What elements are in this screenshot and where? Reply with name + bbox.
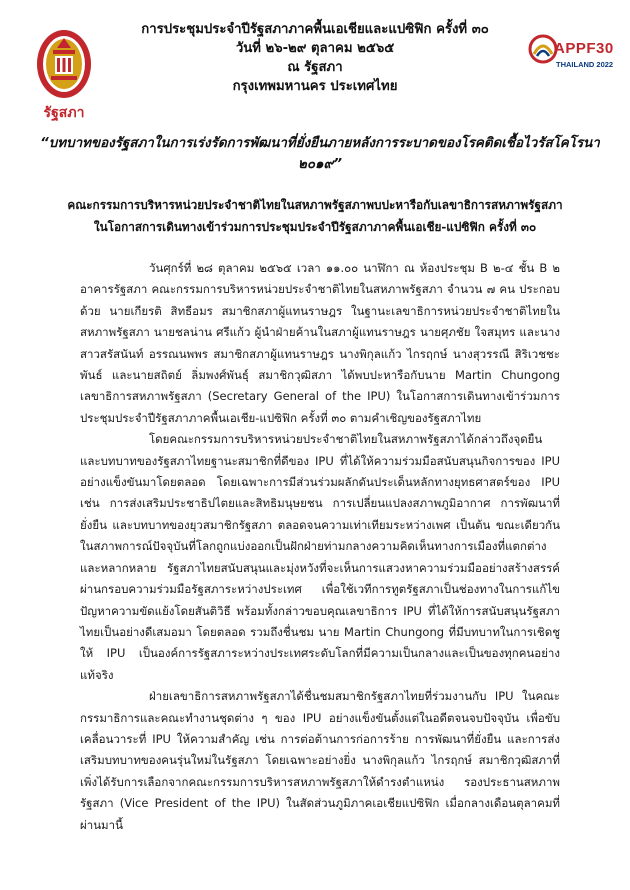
title-line: การประชุมประจำปีรัฐสภาภาคพื้นเอเชียและแปซิฟิก ครั้งที่ ๓๐ (141, 22, 489, 37)
parliament-logo (28, 28, 100, 124)
logo-caption: รัฐสภา (43, 105, 85, 121)
appf-logo (528, 26, 614, 86)
title-line: ณ รัฐสภา (287, 60, 343, 75)
paragraph: ฝ่ายเลขาธิการสหภาพรัฐสภาได้ชื่นชมสมาชิกรัฐสภาไทยที่ร่วมงานกับ IPU ในคณะกรรมาธิการและคณะทำงานชุดต่าง ๆ ของ IPU อย่างแข็งขันตั้งแต่ในอดีตจนจบปัจจุบัน เพื่อขับเคลื่อนวาระที่ IPU ให้ความสำคัญ เช่น การต่อต้านการก่อการร้าย การพัฒนาที่ยั่งยืน และการส่งเสริมบทบาทของคนรุ่นใหม่ในรัฐสภา โดยเฉพาะอย่างยิ่ง นางพิกุลแก้ว ไกรฤกษ์ สมาชิกวุฒิสภาที่เพิ่งได้รับการเลือกจากคณะกรรมการบริหารสหภาพรัฐสภาให้ดำรงตำแหน่ง รองประธานสหภาพรัฐสภา (Vice President of the IPU) ในสัดส่วนภูมิภาคเอเชียแปซิฟิก เมื่อกลางเดือนตุลาคมที่ผ่านมานี้ (80, 689, 560, 832)
parliament-emblem-icon (35, 28, 93, 100)
heading-line: ในโอกาสการเดินทางเข้าร่วมการประชุมประจำปีรัฐสภาภาคพื้นเอเชีย-แปซิฟิก ครั้งที่ ๓๐ (93, 220, 537, 234)
paragraph: โดยคณะกรรมการบริหารหน่วยประจำชาติไทยในสหภาพรัฐสภาได้กล่าวถึงจุดยืนและบทบาทของรัฐสภาไทยฐานะสมาชิกที่ดีของ IPU ที่ได้ให้ความร่วมมือสนับสนุนกิจการของ IPU อย่างแข็งขันมาโดยตลอด โดยเฉพาะการมีส่วนร่วมผลักดันประเด็นหลักทางยุทธศาสตร์ของ IPU เช่น การส่งเสริมประชาธิปไตยและสิทธิมนุษยชน การเปลี่ยนแปลงสภาพภูมิอากาศ การพัฒนาที่ยั่งยืน และบทบาทของยุวสมาชิกรัฐสภา ตลอดจนความเท่าเทียมระหว่างเพศ เป็นต้น ขณะเดียวกันในสภาพการณ์ปัจจุบันที่โลกถูกแบ่งออกเป็นฝักฝ่ายท่ามกลางความคิดเห็นทางการเมืองที่แตกต่างและหลากหลาย รัฐสภาไทยสนับสนุนและมุ่งหวังที่จะเห็นการแสวงหาความร่วมมืออย่างสร้างสรรค์ ผ่านกรอบความร่วมมือรัฐสภาระหว่างประเทศ เพื่อใช้เวทีการทูตรัฐสภาเป็นช่องทางในการแก้ไขปัญหาความขัดแย้งโดยสันติวิธี พร้อมทั้งกล่าวขอบคุณเลขาธิการ IPU ที่ได้ให้การสนับสนุนรัฐสภาไทยเป็นอย่างดีเสมอมา โดยตลอด รวมถึงชื่นชม นาย Martin Chungong ที่มีบทบาทในการเชิดชูให้ IPU เป็นองค์การรัฐสภาระหว่างประเทศระดับโลกที่มีความเป็นกลางและเป็นของทุกคนอย่างแท้จริง (80, 432, 560, 682)
conference-title (120, 20, 510, 96)
conference-theme: “บทบาทของรัฐสภาในการเร่งรัดการพัฒนาที่ยั่งยืนภายหลังการระบาดของโรคติดเชื้อไวรัสโคโรนา ๒๐๑๙” (40, 136, 600, 172)
article-body (80, 258, 560, 836)
title-line: วันที่ ๒๖-๒๙ ตุลาคม ๒๕๖๕ (235, 41, 395, 56)
paragraph: วันศุกร์ที่ ๒๘ ตุลาคม ๒๕๖๕ เวลา ๑๑.๐๐ นาฬิกา ณ ห้องประชุม B ๒-๔ ชั้น B ๒ อาคารรัฐสภา คณะกรรมการบริหารหน่วยประจำชาติไทยในสหภาพรัฐสภา จำนวน ๗ คน ประกอบด้วย นายเกียรติ สิทธีอมร สมาชิกสภาผู้แทนราษฎร ในฐานะเลขาธิการหน่วยประจำชาติไทยในสหภาพรัฐสภา นายชลน่าน ศรีแก้ว ผู้นำฝ่ายค้านในสภาผู้แทนราษฎร นายศุภชัย ใจสมุทร และนางสาวสรัสนันท์ อรรณนพพร สมาชิกสภาผู้แทนราษฎร นางพิกุลแก้ว ไกรฤกษ์ นางสุวรรณี สิริเวชชะพันธ์ และนายสถิตย์ ลิ่มพงศ์พันธุ์ สมาชิกวุฒิสภา ได้พบปะหารือกับนาย Martin Chungong เลขาธิการสหภาพรัฐสภา (Secretary General of the IPU) ในโอกาสการเดินทางเข้าร่วมการประชุมประจำปีรัฐสภาภาคพื้นเอเชีย-แปซิฟิก ครั้งที่ ๓๐ ตามคำเชิญของรัฐสภาไทย (80, 261, 560, 425)
letterhead (0, 0, 630, 175)
title-line: กรุงเทพมหานคร ประเทศไทย (232, 79, 398, 94)
heading-line: คณะกรรมการบริหารหน่วยประจำชาติไทยในสหภาพรัฐสภาพบปะหารือกับเลขาธิการสหภาพรัฐสภา (67, 198, 563, 212)
article-heading (30, 194, 600, 238)
appf-logo-text: APPF30 (554, 40, 614, 57)
appf-logo-subtext: THAILAND 2022 (556, 60, 614, 69)
